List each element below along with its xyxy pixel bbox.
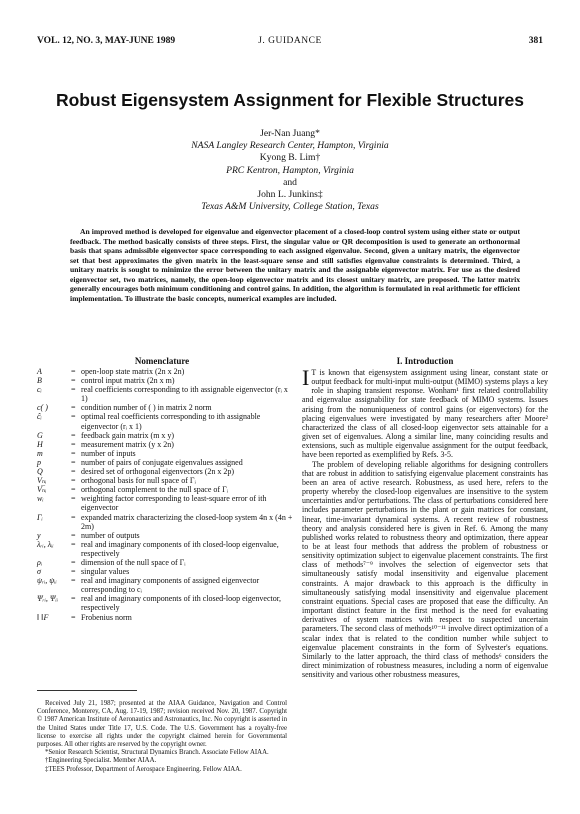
footnote-divider	[37, 690, 137, 691]
nomenclature-symbol: B	[37, 376, 42, 386]
nomenclature-definition: number of outputs	[81, 530, 140, 540]
nomenclature-row	[37, 494, 293, 512]
equals-sign: =	[71, 367, 76, 376]
nomenclature-row	[37, 376, 293, 385]
footnotes	[37, 700, 287, 774]
nomenclature-symbol: G	[37, 430, 43, 440]
nomenclature-row	[37, 513, 293, 531]
author-block	[0, 128, 580, 213]
nomenclature-title: Nomenclature	[134, 356, 190, 366]
nomenclature-definition: condition number of ( ) in matrix 2 norm	[81, 403, 212, 413]
equals-sign: =	[71, 385, 76, 395]
nomenclature-symbol: A	[37, 367, 42, 376]
nomenclature-symbol: y	[37, 530, 41, 540]
paragraph	[302, 365, 548, 460]
equals-sign: =	[71, 485, 76, 495]
nomenclature-row	[37, 431, 293, 440]
nomenclature-definition: control input matrix (2n x m)	[81, 376, 175, 386]
equals-sign: =	[71, 567, 76, 577]
equals-sign: =	[71, 576, 76, 586]
nomenclature-symbol: cᵢ	[37, 385, 42, 395]
nomenclature-symbol: c( )	[37, 403, 48, 413]
nomenclature-row	[37, 567, 293, 576]
nomenclature-row	[37, 531, 293, 540]
author-affiliation: Texas A&M University, College Station, Texas	[201, 201, 379, 213]
nomenclature-row	[37, 458, 293, 467]
nomenclature-row	[37, 449, 293, 458]
nomenclature-definition: desired set of orthogonal eigenvectors (2n x 2p)	[81, 467, 235, 477]
nomenclature-symbol: H	[37, 439, 43, 449]
equals-sign: =	[71, 594, 76, 604]
nomenclature-definition: number of pairs of conjugate eigenvalues assigned	[81, 457, 243, 467]
author-name: Jer-Nan Juang*	[260, 128, 320, 139]
paragraph-text: T is known that eigensystem assignment using linear, constant state or output feedback for multi-input multi-output (MIMO) systems plays a key role in shaping transient response. Wonham¹ first related controllability and eigenvalue assignability for state feedback of MIMO systems. Issues arising from the nonuniqueness of control gains (or eigenvectors) for the placing eigenvalues were investigated by many researchers after Moore² characterized the class of all closed-loop eigenvector sets attainable for a given set of eigenvalues. Along a similar line, many coinciding results and extensions, such as multiple eigenvalue assignment for the output feedback, have been reported as exemplified by Refs. 3-5.	[302, 368, 548, 460]
equals-sign: =	[71, 412, 76, 422]
nomenclature-symbol: ‖ ‖F	[37, 612, 49, 622]
and-word: and	[283, 176, 297, 188]
author-affiliation: PRC Kentron, Hampton, Virginia	[226, 164, 354, 176]
nomenclature-definition: real and imaginary components of assigned eigenvector corresponding to cᵢ	[81, 576, 260, 595]
paper-title: Robust Eigensystem Assignment for Flexible Structures	[55, 90, 525, 110]
nomenclature-definition: optimal real coefficients corresponding to ith assignable eigenvector (rᵢ x 1)	[81, 412, 261, 431]
equals-sign: =	[71, 530, 76, 540]
footnote: †Engineering Specialist. Member AIAA.	[45, 757, 157, 765]
nomenclature-definition: feedback gain matrix (m x y)	[81, 430, 175, 440]
nomenclature-symbol: ψᵣᵢ, ψᵢᵢ	[37, 576, 57, 586]
running-header	[37, 36, 543, 50]
nomenclature-definition: real and imaginary components of ith closed-loop eigenvector, respectively	[81, 594, 282, 613]
nomenclature-definition: orthogonal complement to the null space of Γᵢ	[81, 485, 229, 495]
nomenclature-symbol: wᵢ	[37, 494, 44, 504]
equals-sign: =	[71, 403, 76, 413]
footnote: *Senior Research Scientist, Structural Dynamics Branch. Associate Fellow AIAA.	[45, 749, 269, 757]
equals-sign: =	[71, 612, 76, 622]
nomenclature-definition: real and imaginary components of ith closed-loop eigenvalue, respectively	[81, 539, 279, 558]
equals-sign: =	[71, 376, 76, 386]
section-title: I. Introduction	[396, 356, 454, 366]
nomenclature-definition: measurement matrix (y x 2n)	[81, 439, 174, 449]
paragraph: The problem of developing reliable algorithms for designing controllers that are robust in addition to satisfying eigenvalue placement constraints has been an area of active research. Robustness, as used here, refers to the property whereby the closed-loop eigenvalues are insensitive to the system uncertainties and/or perturbations. The class of perturbations considered here includes parameter perturbations in the plant or gain matrices for constant, linear, time-invariant dynamical systems. A recent review of robustness theory and analysis considered here is given in Ref. 6. Among the many published works related to robustness theory and optimization, there appear to be at least four methods that address the problem of robustness or sensitivity optimization subject to eigenvalue placement constraints. The first class of methods⁷⁻⁹ involves the selection of eigenvector sets that simultaneously satisfy modal insensitivity and eigenvalue placement constraints. A major drawback to this approach is the difficulty in simultaneously satisfying modal insensitivity and eigenvalue placement constraint equations. Special cases are proposed that ease the difficulty. An important distinct feature in the first method is the need for evaluating derivatives of system matrices with respect to suspected uncertain parameters. The second class of methods¹⁰⁻¹¹ involve direct optimization of a scalar index that is related to the condition number while subject to eigenvalue placement constraints in the form of Sylvester's equations. Similarly to the latter approach, the third class of methods⁶ considers the direct minimization of robustness measures, including a norm of eigenvalue sensitivity and various other robustness measures,	[302, 459, 548, 680]
nomenclature-symbol: σ	[37, 567, 41, 577]
equals-sign: =	[71, 539, 76, 549]
nomenclature-definition: dimension of the null space of Γᵢ	[81, 557, 186, 567]
nomenclature-symbol: ĉᵢ	[37, 412, 42, 422]
introduction-body	[302, 365, 548, 680]
nomenclature-definition: Frobenius norm	[81, 612, 132, 622]
journal-name: J. GUIDANCE	[258, 36, 322, 46]
nomenclature-symbol: Q	[37, 467, 43, 477]
nomenclature-definition: real coefficients corresponding to ith assignable eigenvector (rᵢ x 1)	[81, 385, 288, 404]
abstract: An improved method is developed for eigenvalue and eigenvector placement of a closed-loop control system using either state or output feedback. The method basically consists of three steps. First, the singular value or QR decomposition is used to generate an orthonormal basis that spans admissible eigenvector space corresponding to each assigned eigenvalue. Second, given a unitary matrix, the eigenvector set that best approximates the given matrix in the least-square sense and still satisfies eigenvalue constraints is determined. Third, a unitary matrix is sought to minimize the error between the unitary matrix and the assignable eigenvector matrix. For use as the desired eigenvector set, two matrices, namely, the open-loop eigenvector matrix and its closest unitary matrix, are proposed. The latter matrix generally encourages both minimum conditioning and control gains. In addition, the algorithm is formulated in real arithmetic for efficient implementation. To illustrate the basic concepts, numerical examples are included.	[70, 227, 520, 303]
nomenclature-definition: open-loop state matrix (2n x 2n)	[81, 367, 185, 376]
nomenclature-definition: number of inputs	[81, 448, 136, 458]
nomenclature-row	[37, 485, 293, 494]
nomenclature-definition: singular values	[81, 567, 130, 577]
footnote: ‡TEES Professor, Department of Aerospace Engineering. Fellow AIAA.	[45, 765, 242, 773]
equals-sign: =	[71, 448, 76, 458]
equals-sign: =	[71, 557, 76, 567]
equals-sign: =	[71, 439, 76, 449]
equals-sign: =	[71, 457, 76, 467]
drop-cap: I	[302, 365, 310, 390]
nomenclature-symbol: Γᵢ	[37, 512, 43, 522]
nomenclature-symbol: ρᵢ	[37, 557, 43, 567]
nomenclature-row	[37, 576, 293, 594]
nomenclature-row	[37, 467, 293, 476]
nomenclature-row	[37, 367, 293, 376]
nomenclature-symbol: m	[37, 448, 43, 458]
equals-sign: =	[71, 476, 76, 486]
nomenclature-row	[37, 385, 293, 403]
nomenclature-symbol: Vₙ̅ᵢ	[37, 485, 47, 495]
nomenclature-definition: expanded matrix characterizing the closed-loop system 4n x (4n + 2m)	[81, 512, 293, 531]
equals-sign: =	[71, 467, 76, 477]
nomenclature-row	[37, 403, 293, 412]
author-name: Kyong B. Lim†	[259, 152, 321, 164]
author-affiliation: NASA Langley Research Center, Hampton, Virginia	[191, 140, 389, 152]
author-name: John L. Junkins‡	[257, 189, 323, 201]
nomenclature-row	[37, 594, 293, 612]
nomenclature-row	[37, 412, 293, 430]
nomenclature-row	[37, 440, 293, 449]
nomenclature-symbol: Vₙᵢ	[37, 476, 47, 486]
footnote: Received July 21, 1987; presented at the AIAA Guidance, Navigation and Control Conference, Monterey, CA, Aug. 17-19, 1987; revision received Nov. 20, 1987. Copyright © 1987 American Institute of Aeronautics and Astronautics, Inc. No copyright is asserted in the United States under Title 17, U.S. Code. The U.S. Government has a royalty-free license to exercise all rights under the copyright claimed herein for Governmental purposes. All other rights are reserved by the copyright owner.	[37, 700, 287, 749]
page-number: 381	[528, 36, 543, 46]
nomenclature-row	[37, 613, 293, 622]
equals-sign: =	[71, 494, 76, 504]
nomenclature-row	[37, 476, 293, 485]
nomenclature-definition: weighting factor corresponding to least-square error of ith eigenvector	[81, 494, 267, 513]
nomenclature-list	[37, 367, 293, 622]
nomenclature-row	[37, 540, 293, 558]
nomenclature-symbol: Ψᵣᵢ, Ψᵢᵢ	[37, 594, 59, 604]
nomenclature-symbol: p	[37, 457, 41, 467]
nomenclature-definition: orthogonal basis for null space of Γᵢ	[81, 476, 196, 486]
equals-sign: =	[71, 430, 76, 440]
nomenclature-symbol: λᵣᵢ, λᵢᵢ	[37, 539, 54, 549]
journal-volume: VOL. 12, NO. 3, MAY-JUNE 1989	[37, 36, 176, 46]
nomenclature-row	[37, 558, 293, 567]
equals-sign: =	[71, 512, 76, 522]
